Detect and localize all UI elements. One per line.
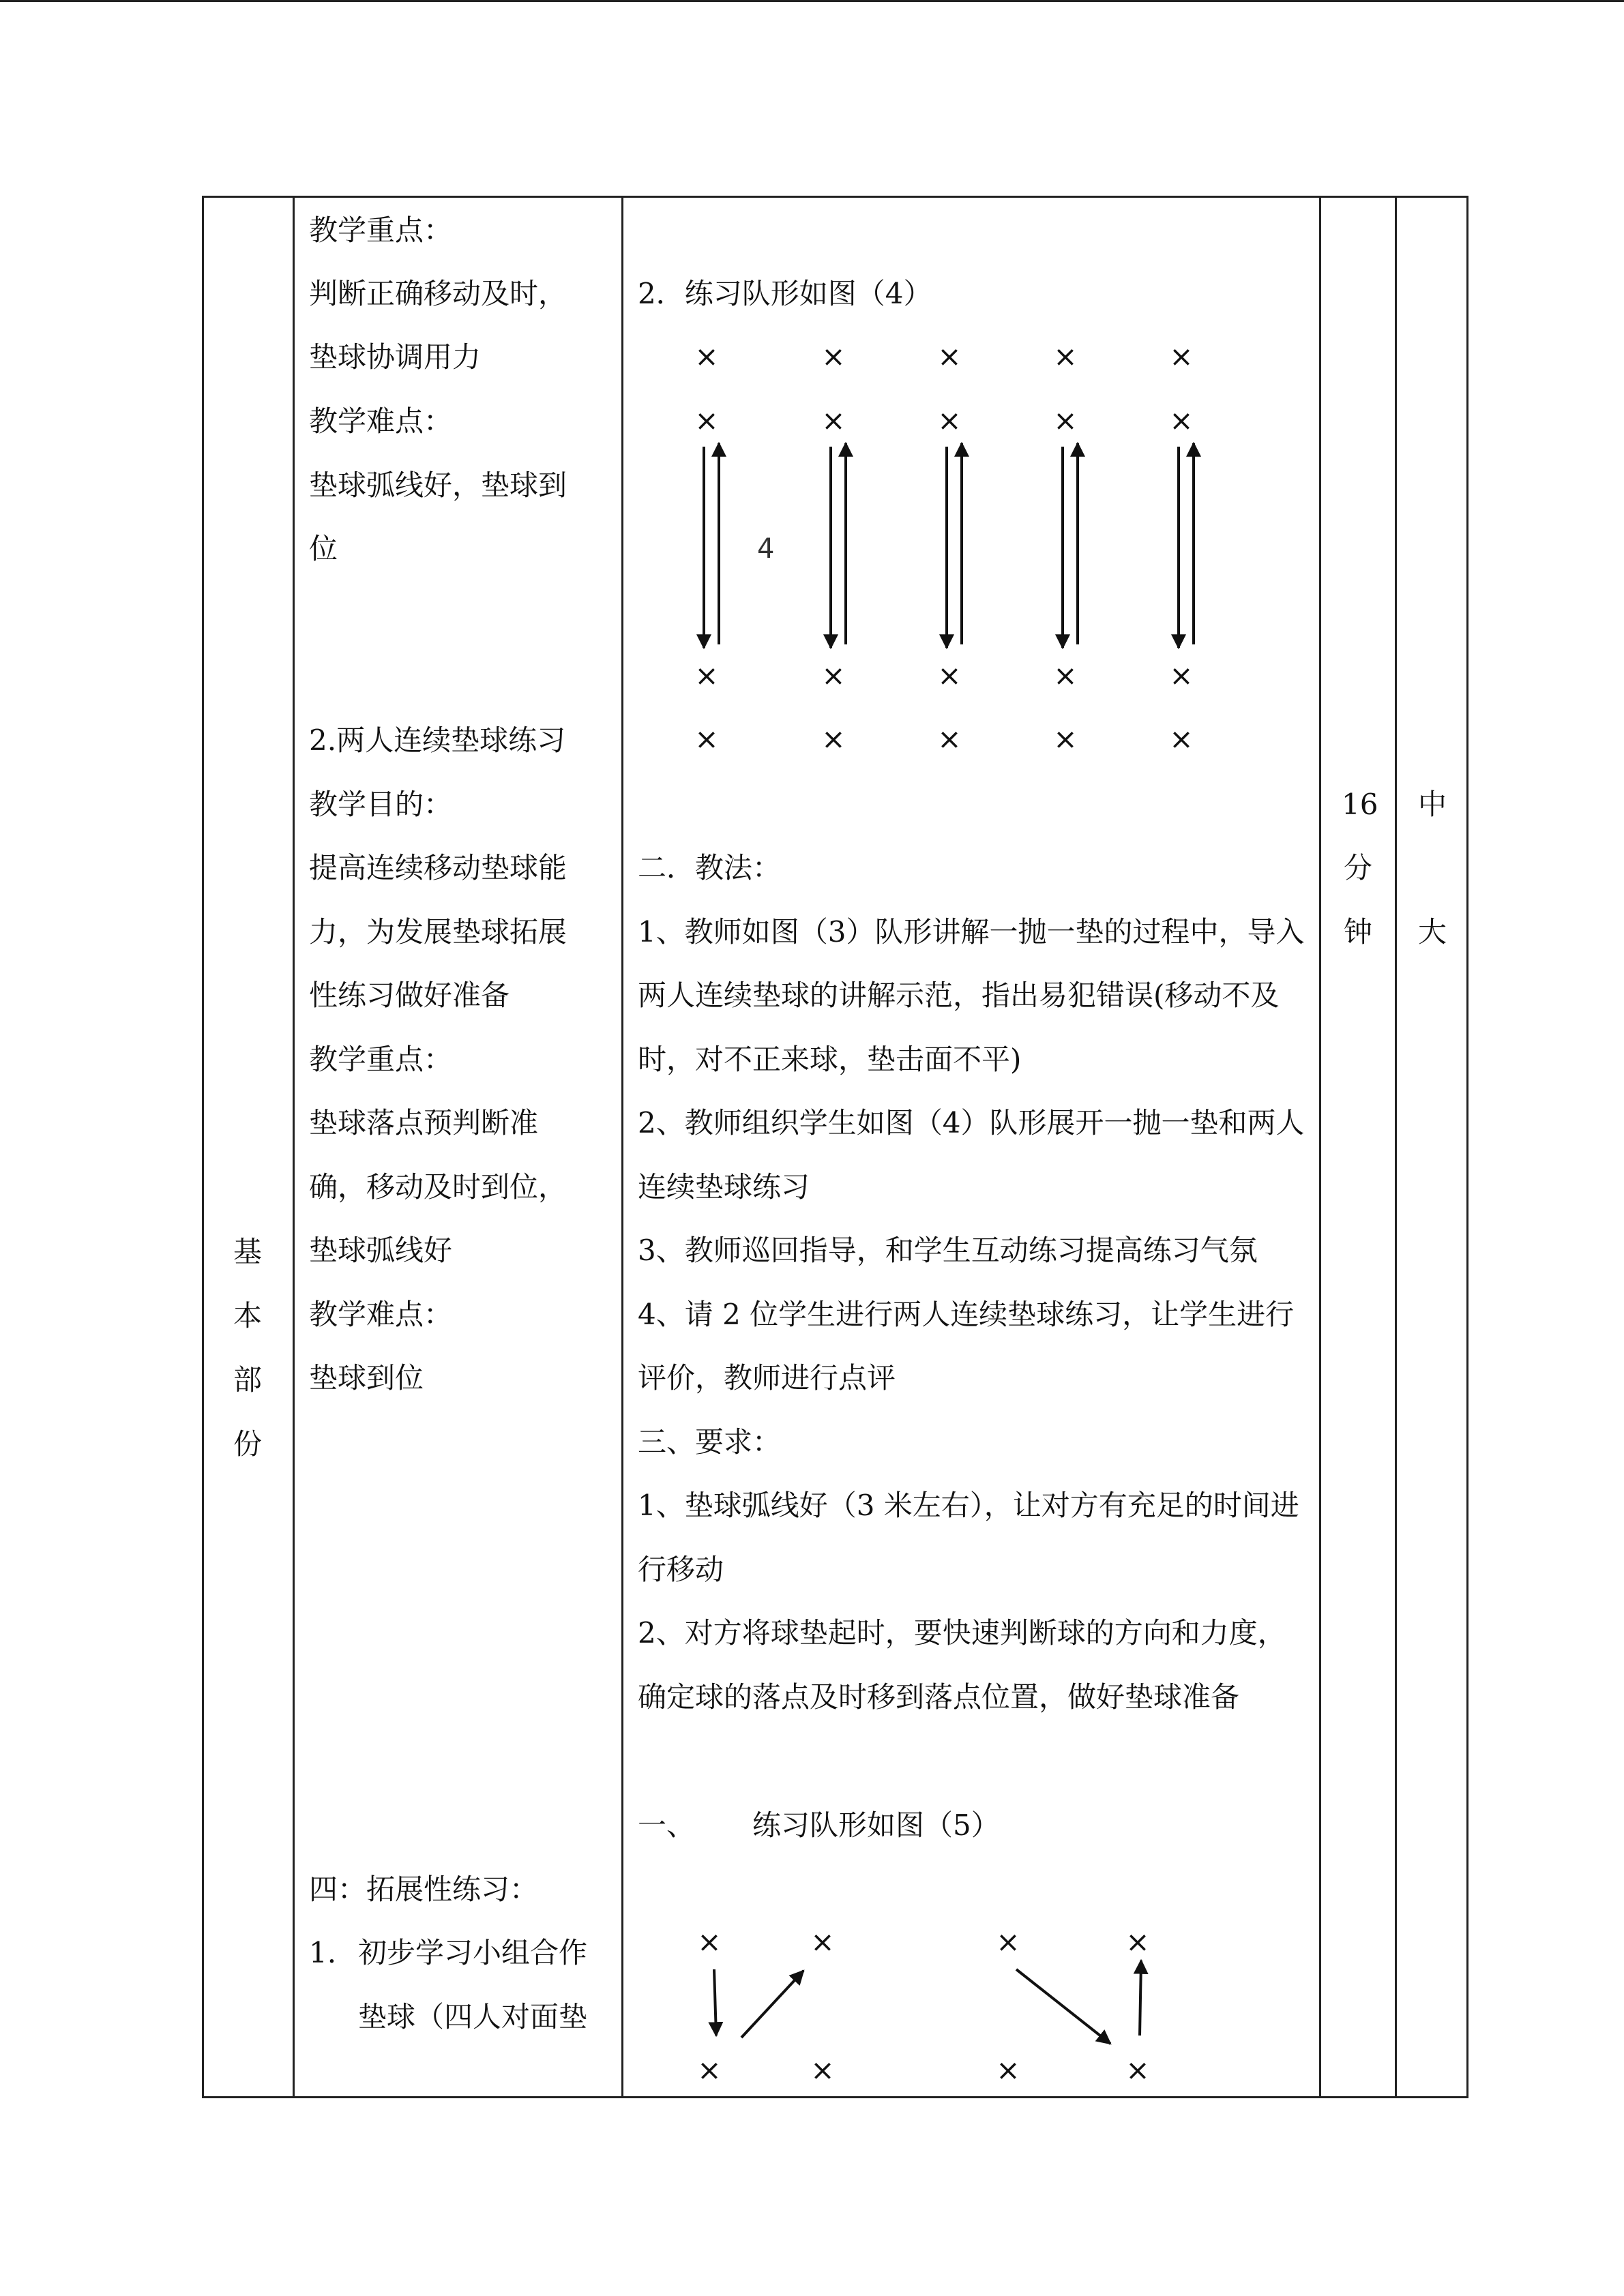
section-char: 本 (233, 1299, 263, 1332)
player-marker: × (1169, 340, 1194, 373)
goal-line: 性练习做好准备 (309, 979, 510, 1012)
method-line: 两人连续垫球的讲解示范，指出易犯错误(移动不及 (638, 979, 1280, 1012)
player-marker: × (1169, 722, 1194, 756)
goal-line: 垫球到位 (309, 1361, 424, 1395)
method-line: 二．教法： (638, 851, 782, 884)
method-line: 4、请 2 位学生进行两人连续垫球练习，让学生进行 (638, 1298, 1295, 1331)
goal-line: 确，移动及时到位， (309, 1170, 567, 1204)
player-marker: × (1053, 659, 1078, 692)
player-marker: × (1053, 404, 1078, 437)
player-marker: × (996, 1925, 1020, 1958)
player-marker: × (1053, 340, 1078, 373)
movement-arrow (714, 1969, 716, 2036)
player-marker: × (1125, 2053, 1150, 2087)
goal-line: 教学重点： (309, 213, 453, 247)
goal-line: 力，为发展垫球拓展 (309, 915, 567, 949)
player-marker: × (937, 404, 962, 437)
method-line: 3、教师巡回指导，和学生互动练习提高练习气氛 (638, 1234, 1258, 1267)
goal-line: 教学目的： (309, 788, 453, 821)
goal-line: 2.两人连续垫球练习 (309, 724, 566, 757)
goal-line: 位 (309, 532, 338, 565)
goal-line: 垫球（四人对面垫 (358, 2000, 588, 2033)
formation-diagram-5 (697, 1925, 1149, 2087)
player-marker: × (1125, 1925, 1150, 1958)
load-char: 中 (1418, 788, 1447, 821)
section-char: 份 (233, 1427, 263, 1461)
list-number: 1. (309, 1936, 337, 1969)
player-marker: × (810, 2053, 835, 2087)
method-line: 1、垫球弧线好（3 米左右），让对方有充足的时间进 (638, 1489, 1299, 1522)
goal-line: 提高连续移动垫球能 (309, 851, 567, 884)
goal-line: 教学重点： (309, 1043, 453, 1076)
goal-line: 初步学习小组合作 (358, 1936, 588, 1969)
method-line: 确定球的落点及时移到落点位置，做好垫球准备 (638, 1680, 1240, 1714)
method-line: 1、教师如图（3）队形讲解一抛一垫的过程中，导入 (638, 915, 1305, 949)
goal-line: 教学难点： (309, 404, 453, 438)
section-char: 部 (233, 1363, 263, 1397)
method-line: 2．练习队形如图（4） (638, 277, 932, 310)
player-marker: × (1053, 722, 1078, 756)
movement-arrow (741, 1971, 803, 2038)
player-marker: × (697, 1925, 722, 1958)
method-line: 连续垫球练习 (638, 1170, 810, 1204)
method-line: 行移动 (638, 1553, 724, 1586)
time-char: 钟 (1344, 915, 1373, 949)
method-line: 2、对方将球垫起时，要快速判断球的方向和力度， (638, 1616, 1286, 1650)
player-marker: × (694, 340, 719, 373)
player-marker: × (694, 404, 719, 437)
movement-arrow (1016, 1969, 1110, 2044)
player-marker: × (821, 404, 846, 437)
method-line: 评价，教师进行点评 (638, 1361, 896, 1395)
player-marker: × (821, 722, 846, 756)
time-char: 分 (1344, 851, 1373, 884)
player-marker: × (937, 340, 962, 373)
player-marker: × (821, 340, 846, 373)
player-marker: × (810, 1925, 835, 1958)
goal-line: 垫球弧线好 (309, 1234, 453, 1267)
goal-line: 垫球弧线好，垫球到 (309, 468, 567, 502)
goal-line: 垫球落点预判断准 (309, 1106, 539, 1139)
goal-line: 教学难点： (309, 1298, 453, 1331)
goal-line: 判断正确移动及时， (309, 277, 567, 310)
method-line: 三、要求： (638, 1425, 782, 1459)
player-marker: × (821, 659, 846, 692)
player-marker: × (1169, 659, 1194, 692)
player-marker: × (694, 659, 719, 692)
fig4-label: 4 (757, 533, 775, 565)
time-value: 16 (1342, 788, 1378, 821)
list-number: 一、 (638, 1808, 696, 1842)
player-marker: × (697, 2053, 722, 2087)
player-marker: × (996, 2053, 1020, 2087)
goal-line: 垫球协调用力 (309, 340, 482, 374)
player-marker: × (937, 722, 962, 756)
load-char: 大 (1418, 915, 1447, 949)
movement-arrow (1140, 1960, 1141, 2036)
goal-line: 四：拓展性练习： (309, 1873, 539, 1906)
method-line: 时，对不正来球，垫击面不平) (638, 1043, 1022, 1076)
section-char: 基 (233, 1235, 263, 1268)
player-marker: × (1169, 404, 1194, 437)
player-marker: × (937, 659, 962, 692)
method-line: 练习队形如图（5） (752, 1808, 1000, 1842)
player-marker: × (694, 722, 719, 756)
method-line: 2、教师组织学生如图（4）队形展开一抛一垫和两人 (638, 1106, 1305, 1139)
